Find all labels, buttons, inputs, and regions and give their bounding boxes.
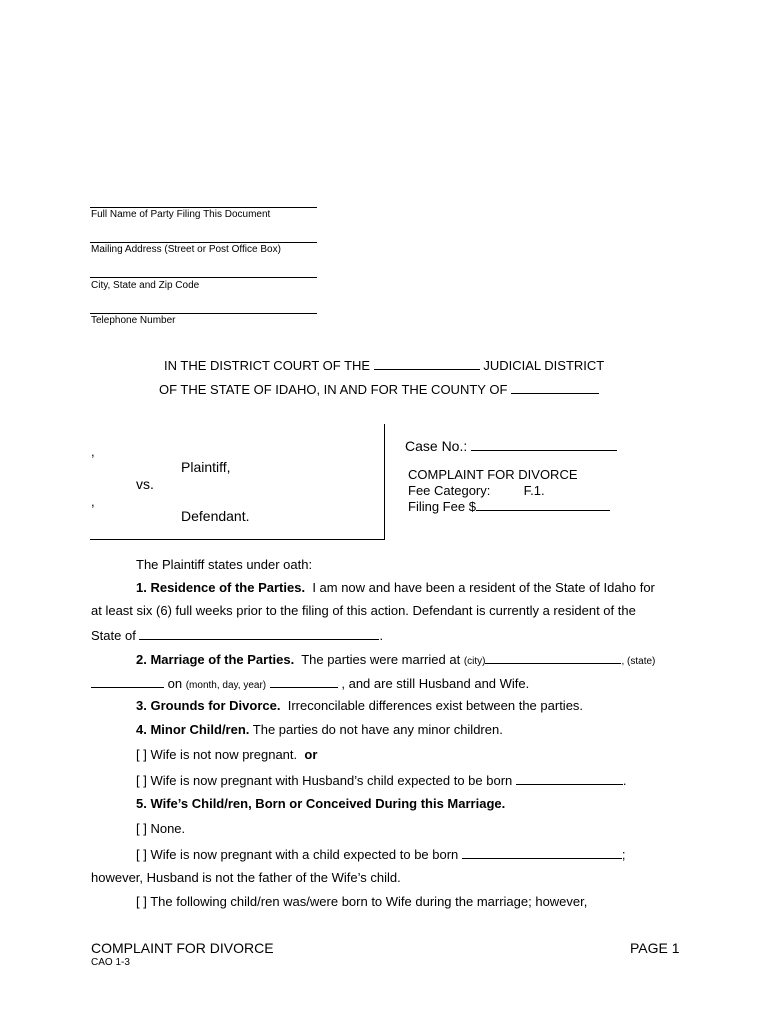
paragraph-3	[136, 698, 583, 713]
county-blank[interactable]	[511, 381, 599, 394]
telephone-label: Telephone Number	[91, 315, 176, 326]
document-title: COMPLAINT FOR DIVORCE	[408, 467, 578, 482]
paragraph-2-line-2	[91, 675, 529, 691]
pregnant-other-end: ;	[621, 847, 626, 862]
paragraph-3-text: Irreconcilable differences exist between the parties.	[287, 698, 584, 713]
not-pregnant-text: [ ] Wife is not now pregnant.	[136, 747, 298, 762]
state-of-label: State of	[91, 628, 136, 643]
caption-bottom-line	[90, 539, 384, 540]
paragraph-2-heading: 2. Marriage of the Parties.	[136, 652, 295, 667]
paragraph-4	[136, 722, 503, 737]
court-line-2	[159, 381, 599, 397]
state-of-period: .	[379, 628, 384, 643]
mailing-address-label: Mailing Address (Street or Post Office Box)	[91, 244, 281, 255]
fee-category-label: Fee Category:	[408, 483, 491, 498]
court-line-2-text: OF THE STATE OF IDAHO, IN AND FOR THE COUNTY OF	[159, 382, 508, 397]
city-state-zip-label: City, State and Zip Code	[91, 280, 200, 291]
state-hint: , (state)	[621, 656, 656, 667]
footer-form-code: CAO 1-3	[91, 957, 130, 968]
paragraph-1-line-3	[91, 627, 383, 643]
pregnant-husband-end: .	[622, 773, 627, 788]
paragraph-5	[136, 796, 505, 811]
paragraph-5-line-2: however, Husband is not the father of the Wife’s child.	[91, 870, 401, 885]
court-line-1	[164, 357, 604, 373]
city-hint: (city)	[463, 656, 486, 667]
pregnant-husband-checkbox[interactable]	[136, 772, 627, 788]
filing-fee-blank[interactable]	[476, 498, 610, 511]
pregnant-husband-text: [ ] Wife is now pregnant with Husband’s child expected to be born	[136, 773, 513, 788]
paragraph-5-heading: 5. Wife’s Child/ren, Born or Conceived During this Marriage.	[136, 796, 506, 811]
case-number-label: Case No.:	[405, 438, 468, 454]
paragraph-1-line-2: at least six (6) full weeks prior to the filing of this action. Defendant is currently a resident of the	[91, 603, 636, 618]
court-line-1-b: JUDICIAL DISTRICT	[483, 358, 605, 373]
paragraph-4-heading: 4. Minor Child/ren.	[136, 722, 250, 737]
city-state-zip-line[interactable]	[90, 277, 317, 278]
mailing-address-line[interactable]	[90, 242, 317, 243]
plaintiff-label: Plaintiff,	[181, 459, 231, 475]
pregnant-other-checkbox[interactable]	[136, 846, 626, 862]
paragraph-1-heading: 1. Residence of the Parties.	[136, 580, 306, 595]
fee-category	[408, 483, 545, 498]
intro-text: The Plaintiff states under oath:	[136, 557, 313, 572]
defendant-state-blank[interactable]	[139, 627, 379, 640]
paragraph-1-text: I am now and have been a resident of the State of Idaho for	[312, 580, 655, 595]
filing-fee-label: Filing Fee $	[408, 499, 476, 514]
born-during-marriage-text: [ ] The following child/ren was/were born to Wife during the marriage; however,	[136, 894, 588, 909]
telephone-line[interactable]	[90, 313, 317, 314]
state-blank[interactable]	[91, 675, 164, 688]
paragraph-2-text: The parties were married at	[301, 652, 461, 667]
other-child-due-blank[interactable]	[462, 846, 622, 859]
judicial-district-blank[interactable]	[374, 357, 480, 370]
date-hint: (month, day, year)	[185, 680, 267, 691]
city-blank[interactable]	[485, 651, 621, 664]
plaintiff-comma: ,	[91, 444, 95, 459]
paragraph-3-heading: 3. Grounds for Divorce.	[136, 698, 281, 713]
case-number-blank[interactable]	[471, 438, 617, 451]
vs-label: vs.	[136, 476, 154, 492]
defendant-comma: ,	[91, 494, 95, 509]
paragraph-4-text: The parties do not have any minor children.	[252, 722, 503, 737]
fee-category-value: F.1.	[523, 483, 545, 498]
paragraph-2-end: , and are still Husband and Wife.	[341, 676, 530, 691]
case-number	[405, 438, 617, 454]
paragraph-1	[136, 580, 655, 595]
none-checkbox[interactable]	[136, 821, 185, 836]
court-line-1-a: IN THE DISTRICT COURT OF THE	[164, 358, 371, 373]
not-pregnant-checkbox[interactable]	[136, 747, 317, 762]
defendant-label: Defendant.	[181, 508, 250, 524]
marriage-date-blank[interactable]	[270, 675, 338, 688]
husband-child-due-blank[interactable]	[516, 772, 623, 785]
born-during-marriage-checkbox[interactable]	[136, 894, 587, 909]
none-text: [ ] None.	[136, 821, 186, 836]
or-label: or	[304, 747, 318, 762]
party-name-label: Full Name of Party Filing This Document	[91, 209, 271, 220]
footer-title: COMPLAINT FOR DIVORCE	[91, 940, 274, 956]
caption-vertical-divider	[384, 424, 385, 540]
on-label: on	[167, 676, 183, 691]
paragraph-2	[136, 651, 655, 667]
footer-page-number: PAGE 1	[630, 940, 680, 956]
pregnant-other-text: [ ] Wife is now pregnant with a child expected to be born	[136, 847, 459, 862]
filing-fee	[408, 498, 610, 514]
party-name-line[interactable]	[90, 207, 317, 208]
